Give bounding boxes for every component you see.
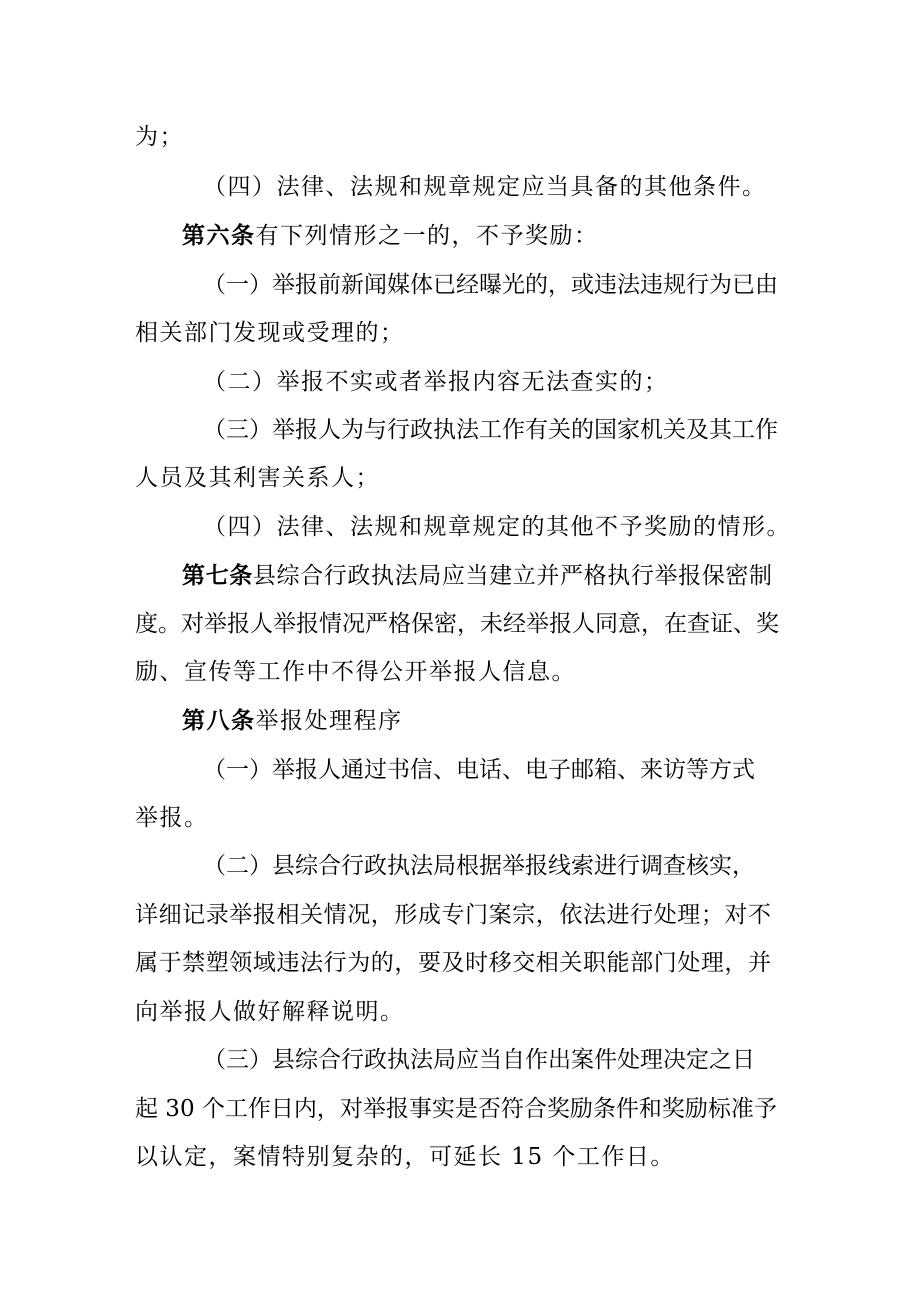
text-line: 励、宣传等工作中不得公开举报人信息。: [135, 659, 576, 685]
article-text: 县综合行政执法局应当建立并严格执行举报保密制: [252, 563, 772, 589]
text-line: 人员及其利害关系人；: [135, 465, 380, 491]
text-line: 向举报人做好解释说明。: [135, 999, 405, 1025]
text-line: （二）举报不实或者举报内容无法查实的；: [203, 369, 669, 395]
text-line: （四）法律、法规和规章规定的其他不予奖励的情形。: [203, 514, 791, 540]
text-line: 详细记录举报相关情况，形成专门案宗，依法进行处理；对不: [135, 902, 771, 928]
article-6-paragraph: [182, 221, 599, 251]
text-line: （一）举报前新闻媒体已经曝光的，或违法违规行为已由: [203, 272, 778, 298]
article-7-paragraph: [182, 561, 772, 591]
text-line: 起 30 个工作日内，对举报事实是否符合奖励条件和奖励标准予: [135, 1096, 777, 1122]
text-line: 举报。: [135, 805, 209, 831]
article-text: 举报处理程序: [255, 708, 403, 734]
text-line: 以认定，案情特别复杂的，可延长 15 个工作日。: [135, 1144, 675, 1170]
text-line: （一）举报人通过书信、电话、电子邮箱、来访等方式: [203, 757, 755, 783]
text-line: （三）县综合行政执法局应当自作出案件处理决定之日: [203, 1047, 755, 1073]
article-text: 有下列情形之一的，不予奖励：: [255, 223, 599, 249]
article-heading: 第七条: [182, 562, 253, 589]
text-line: 度。对举报人举报情况严格保密，未经举报人同意，在查证、奖: [135, 611, 779, 637]
article-heading: 第八条: [182, 707, 256, 734]
text-line: （二）县综合行政执法局根据举报线索进行调查核实，: [203, 853, 755, 879]
text-line: 为；: [135, 124, 184, 150]
text-line: （三）举报人为与行政执法工作有关的国家机关及其工作: [203, 417, 778, 443]
article-8-paragraph: [182, 706, 403, 736]
article-heading: 第六条: [182, 222, 256, 249]
text-line: 属于禁塑领域违法行为的，要及时移交相关职能部门处理，并: [135, 950, 771, 976]
text-line: （四）法律、法规和规章规定应当具备的其他条件。: [203, 174, 767, 200]
text-line: 相关部门发现或受理的；: [135, 320, 405, 346]
